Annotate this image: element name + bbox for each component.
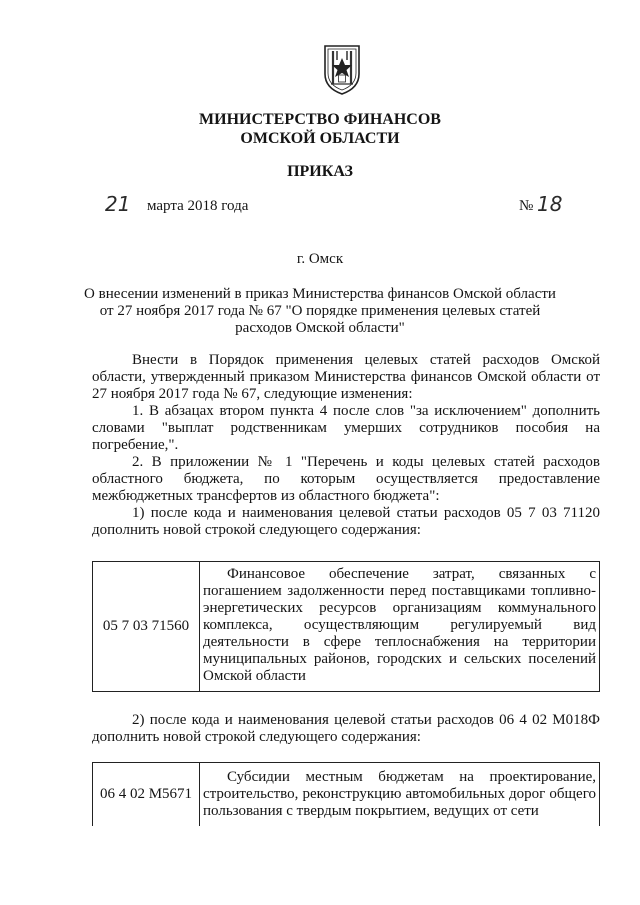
handwritten-order-number: 18 [537, 192, 563, 216]
order-title: ПРИКАЗ [287, 163, 353, 180]
order-number-label: № [519, 198, 534, 214]
city: г. Омск [296, 251, 344, 267]
sub-item-2-paragraph: 2) после кода и наименования целевой статьи расходов 06 4 02 М018Ф дополнить новой строкой следующего содержания: [92, 712, 600, 745]
table-row [93, 562, 600, 692]
coat-of-arms-emblem [323, 44, 361, 96]
subject-line-3: расходов Омской области" [235, 320, 405, 336]
ministry-line-1: МИНИСТЕРСТВО ФИНАНСОВ [199, 111, 441, 128]
table-row [93, 763, 600, 827]
ministry-line-2: ОМСКОЙ ОБЛАСТИ [240, 130, 400, 147]
sub-item-1-paragraph: 1) после кода и наименования целевой статьи расходов 05 7 03 71120 дополнить новой строкой следующего содержания: [92, 505, 600, 538]
table1-description: Финансовое обеспечение затрат, связанных с погашением задолженности перед поставщиками топливно-энергетических ресурсов организациям коммунального комплекса, осуществляющим регулируемый вид деятельности в сфере теплоснабжения на территории муниципальных районов, городских и сельских поселений Омской области [203, 566, 596, 684]
table1-code-cell: 05 7 03 71560 [93, 562, 200, 692]
insert-table-1 [92, 561, 600, 692]
date-month-year: марта 2018 года [147, 198, 249, 214]
intro-paragraph: Внести в Порядок применения целевых статей расходов Омской области, утвержденный приказом Министерства финансов Омской области от 27 ноября 2017 года № 67, следующие изменения: [92, 352, 600, 402]
insert-table-2 [92, 762, 600, 826]
subject-line-2: от 27 ноября 2017 года № 67 "О порядке применения целевых статей [99, 303, 541, 319]
ministry-name [0, 110, 640, 148]
table2-description-cell [200, 763, 600, 827]
handwritten-day: 21 [105, 192, 131, 216]
order-subject [0, 286, 640, 337]
item-2-paragraph: 2. В приложении № 1 "Перечень и коды целевых статей расходов областного бюджета, по которым осуществляется предоставление межбюджетных трансфертов из областного бюджета": [92, 454, 600, 504]
subject-line-1: О внесении изменений в приказ Министерства финансов Омской области [84, 286, 556, 302]
order-body [92, 352, 600, 539]
table2-code-cell: 06 4 02 М5671 [93, 763, 200, 827]
table2-description: Субсидии местным бюджетам на проектирование, строительство, реконструкцию автомобильных дорог общего пользования с твердым покрытием, ведущих от сети [203, 769, 596, 819]
table1-description-cell [200, 562, 600, 692]
order-body-continued [92, 712, 600, 746]
item-1-paragraph: 1. В абзацах втором пункта 4 после слов "за исключением" дополнить словами "выплат родственникам умерших сотрудников пособия на погребение,". [92, 403, 600, 453]
